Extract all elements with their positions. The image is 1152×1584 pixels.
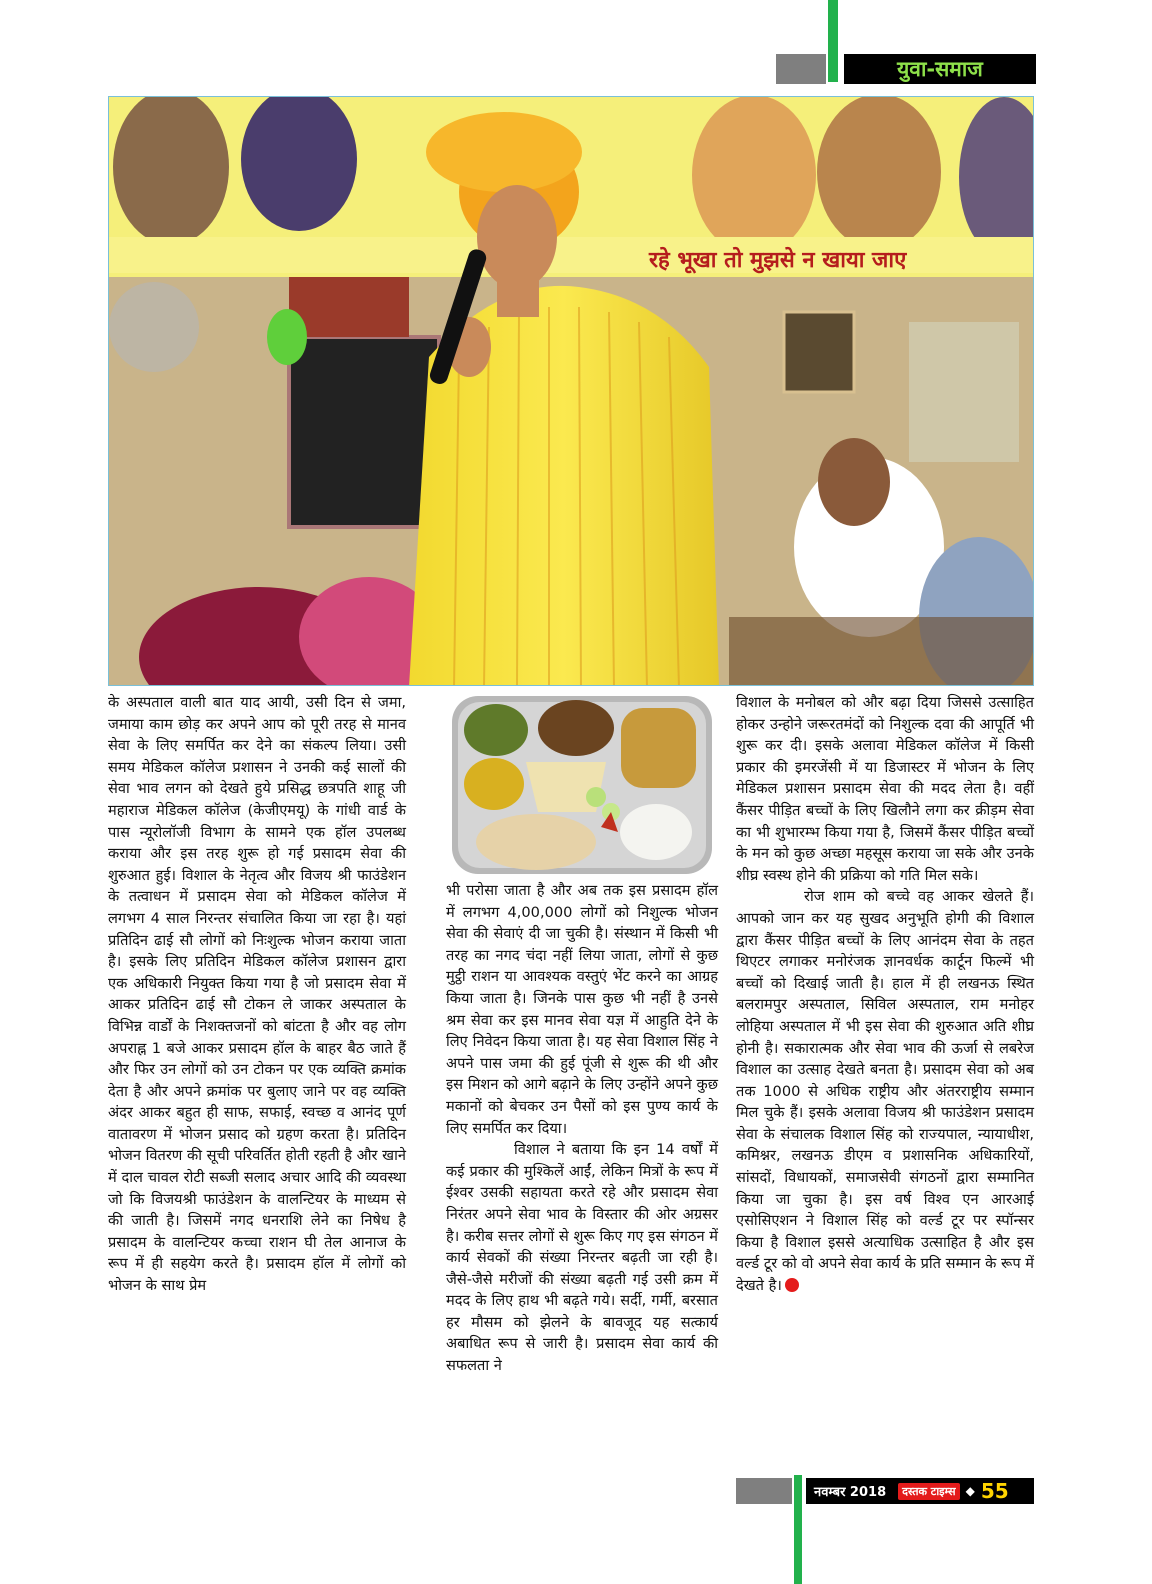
paragraph: के अस्पताल वाली बात याद आयी, उसी दिन से जमा, जमाया काम छोड़ कर अपने आप को पूरी तरह से मानव सेवा के लिए समर्पित कर देने का संकल्प लिया। उसी समय मेडिकल कॉलेज प्रशासन ने उनकी कई सालों की सेवा भाव लगन को देखते हुये प्रसिद्ध छत्रपति शाहू जी महाराज मेडिकल कॉलेज (केजीएमयू) के गांधी वार्ड के पास न्यूरोलॉजी विभाग के सामने एक हॉल उपलब्ध कराया और इस तरह शुरू हो गई प्रसादम सेवा की शुरुआत हुई। विशाल के नेतृत्व और विजय श्री फाउंडेशन के तत्वाधन में प्रसादम सेवा को मेडिकल कॉलेज में लगभग 4 साल निरन्तर संचालित किया जा रहा है। यहां प्रतिदिन ढाई सौ लोगों को निःशुल्क भोजन कराया जाता है। इसके लिए प्रतिदिन मेडिकल कॉलेज प्रशासन द्वारा एक अधिकारी नियुक्त किया गया है जो प्रसादम सेवा में आकर प्रतिदिन ढाई सौ टोकन ले जाकर अस्पताल के विभिन्न वार्डों के निशक्तजनों को बांटता है और वह लोग अपराह्न 1 बजे आकर प्रसादम हॉल के बाहर बैठ जाते हैं और फिर उन लोगों को उन टोकन पर एक व्यक्ति क्रमांक देता है और अपने क्रमांक पर बुलाए जाने पर वह व्यक्ति अंदर आकर बहुत ही साफ, सफाई, स्वच्छ व आनंद पूर्ण वातावरण में भोजन प्रसाद को ग्रहण करता है। प्रतिदिन भोजन वितरण की सूची परिवर्तित होती रहती है और खाने में दाल चावल रोटी सब्जी सलाद अचार आदि की व्यवस्था जो कि विजयश्री फाउंडेशन के वालन्टियर के माध्यम से की जाती है। जिसमें नगद धनराशि लेने का निषेध है प्रसादम के वालन्टियर कच्चा राशन घी तेल आनाज के रूप में ही सहयेग करते है। प्रसादम हॉल में लोगों को भोजन के साथ प्रेम — [108, 694, 406, 1295]
page-number: 55 — [980, 1479, 1009, 1503]
paragraph-with-end-mark — [736, 886, 1034, 1296]
paragraph: भी परोसा जाता है और अब तक इस प्रसादम हॉल में लगभग 4,00,000 लोगों को निशुल्क भोजन सेवा की सेवाएं दी जा चुकी है। संस्थान में किसी भी तरह का नगद चंदा नहीं लिया जाता, लोगों से कुछ मुट्ठी राशन या आवश्यक वस्तुएं भेंट करने का आग्रह किया जाता है। जिनके पास कुछ भी नहीं है उनसे श्रम सेवा कर इस मानव सेवा यज्ञ में आहुति देने के लिए निवेदन किया जाता है। यह सेवा विशाल सिंह ने अपने पास जमा की हुई पूंजी से शुरू की थी और इस मिशन को आगे बढ़ाने के लिए उन्होंने अपने कुछ मकानों को बेचकर उन पैसों को इस पुण्य कार्य के लिए समर्पित कर दिया। — [446, 882, 718, 1137]
issue-date: नवम्बर 2018 — [814, 1485, 887, 1500]
footer-green-rule — [794, 1475, 802, 1584]
paragraph-text: रोज शाम को बच्चे वह आकर खेलते हैं। आपको जान कर यह सुखद अनुभूति होगी की विशाल द्वारा कैंसर पीड़ित बच्चों के लिए आनंदम सेवा के तहत थिएटर लगाकर मनोरंजक ज्ञानवर्धक कार्टून फिल्में भी बच्चों को दिखाई जाती है। हाल में ही लखनऊ स्थित बलरामपुर अस्पताल, सिविल अस्पताल, राम मनोहर लोहिया अस्पताल में भी इस सेवा की शुरुआत अति शीघ्र होनी है। सकारात्मक और सेवा भाव की ऊर्जा से लबरेज विशाल का उत्साह देखते बनता है। प्रसादम सेवा को अब तक 1000 से अधिक राष्ट्रीय और अंतरराष्ट्रीय सम्मान मिल चुके हैं। इसके अलावा विजय श्री फाउंडेशन प्रसादम सेवा के संचालक विशाल सिंह को राज्यपाल, न्यायाधीश, कमिश्नर, लखनऊ डीएम व प्रशासनिक अधिकारियों, सांसदों, विधायकों, समाजसेवी संगठनों द्वारा सम्मानित किया जा चुका है। इस वर्ष विश्व एन आरआई एसोसिएशन ने विशाल सिंह को वर्ल्ड टूर पर स्पॉन्सर किया है विशाल इससे अत्याधिक उत्साहित है और इस वर्ल्ड टूर को वो अपने सेवा कार्य के प्रति सम्मान के रूप में देखते है। — [736, 888, 1034, 1295]
paragraph: विशाल ने बताया कि इन 14 वर्षों में कई प्रकार की मुश्किलें आईं, लेकिन मित्रों के रूप में ईश्वर उसकी सहायता करते रहे और प्रसादम सेवा निरंतर अपने सेवा भाव के विस्तार की ओर अग्रसर है। करीब सत्तर लोगों से शुरू किए गए इस संगठन में कार्य सेवकों की संख्या निरन्तर बढ़ती जा रही है। जैसे-जैसे मरीजों की संख्या बढ़ती गई उसी क्रम में मदद के लिए हाथ भी बढ़ते गये। सर्दी, गर्मी, बरसात हर मौसम को झेलने के बावजूद यह सत्कार्य अबाधित रूप से जारी है। प्रसादम सेवा कार्य की सफलता ने — [446, 1141, 718, 1375]
food-plate-illustration — [446, 692, 718, 878]
article-column-3 — [736, 692, 1034, 1297]
bullet-icon: ◆ — [965, 1484, 975, 1498]
banner-text: रहे भूखा तो मुझसे न खाया जाए — [649, 248, 907, 273]
magazine-logo: दस्तक टाइम्स — [898, 1483, 959, 1500]
section-label: युवा-समाज — [844, 54, 1036, 84]
header-green-rule — [828, 0, 838, 82]
speaker-photo-illustration — [109, 97, 1034, 686]
footer-grey-block — [736, 1478, 792, 1504]
article-column-1 — [108, 692, 406, 1297]
footer-bar — [806, 1478, 1034, 1504]
thali-photo — [446, 692, 718, 878]
article-column-2 — [446, 880, 718, 1377]
end-mark-icon — [785, 1278, 799, 1292]
main-photo — [108, 96, 1034, 686]
header-grey-block — [776, 54, 826, 84]
paragraph: विशाल के मनोबल को और बढ़ा दिया जिससे उत्साहित होकर उन्होने जरूरतमंदों को निशुल्क दवा की आपूर्ति भी शुरू कर दी। इसके अलावा मेडिकल कॉलेज में किसी प्रकार की इमरजेंसी में या डिजास्टर में भोजन के लिए मेडिकल प्रशासन प्रसादम सेवा की मदद लेता है। वहीं कैंसर पीड़ित बच्चों के लिए खिलौने लगा कर क्रीड़म सेवा का भी शुभारम्भ किया गया है, जिसमें कैंसर पीड़ित बच्चों के मन को कुछ अच्छा महसूस कराया जा सके और उनके शीघ्र स्वस्थ होने की प्रक्रिया को गति मिल सके। — [736, 694, 1034, 884]
